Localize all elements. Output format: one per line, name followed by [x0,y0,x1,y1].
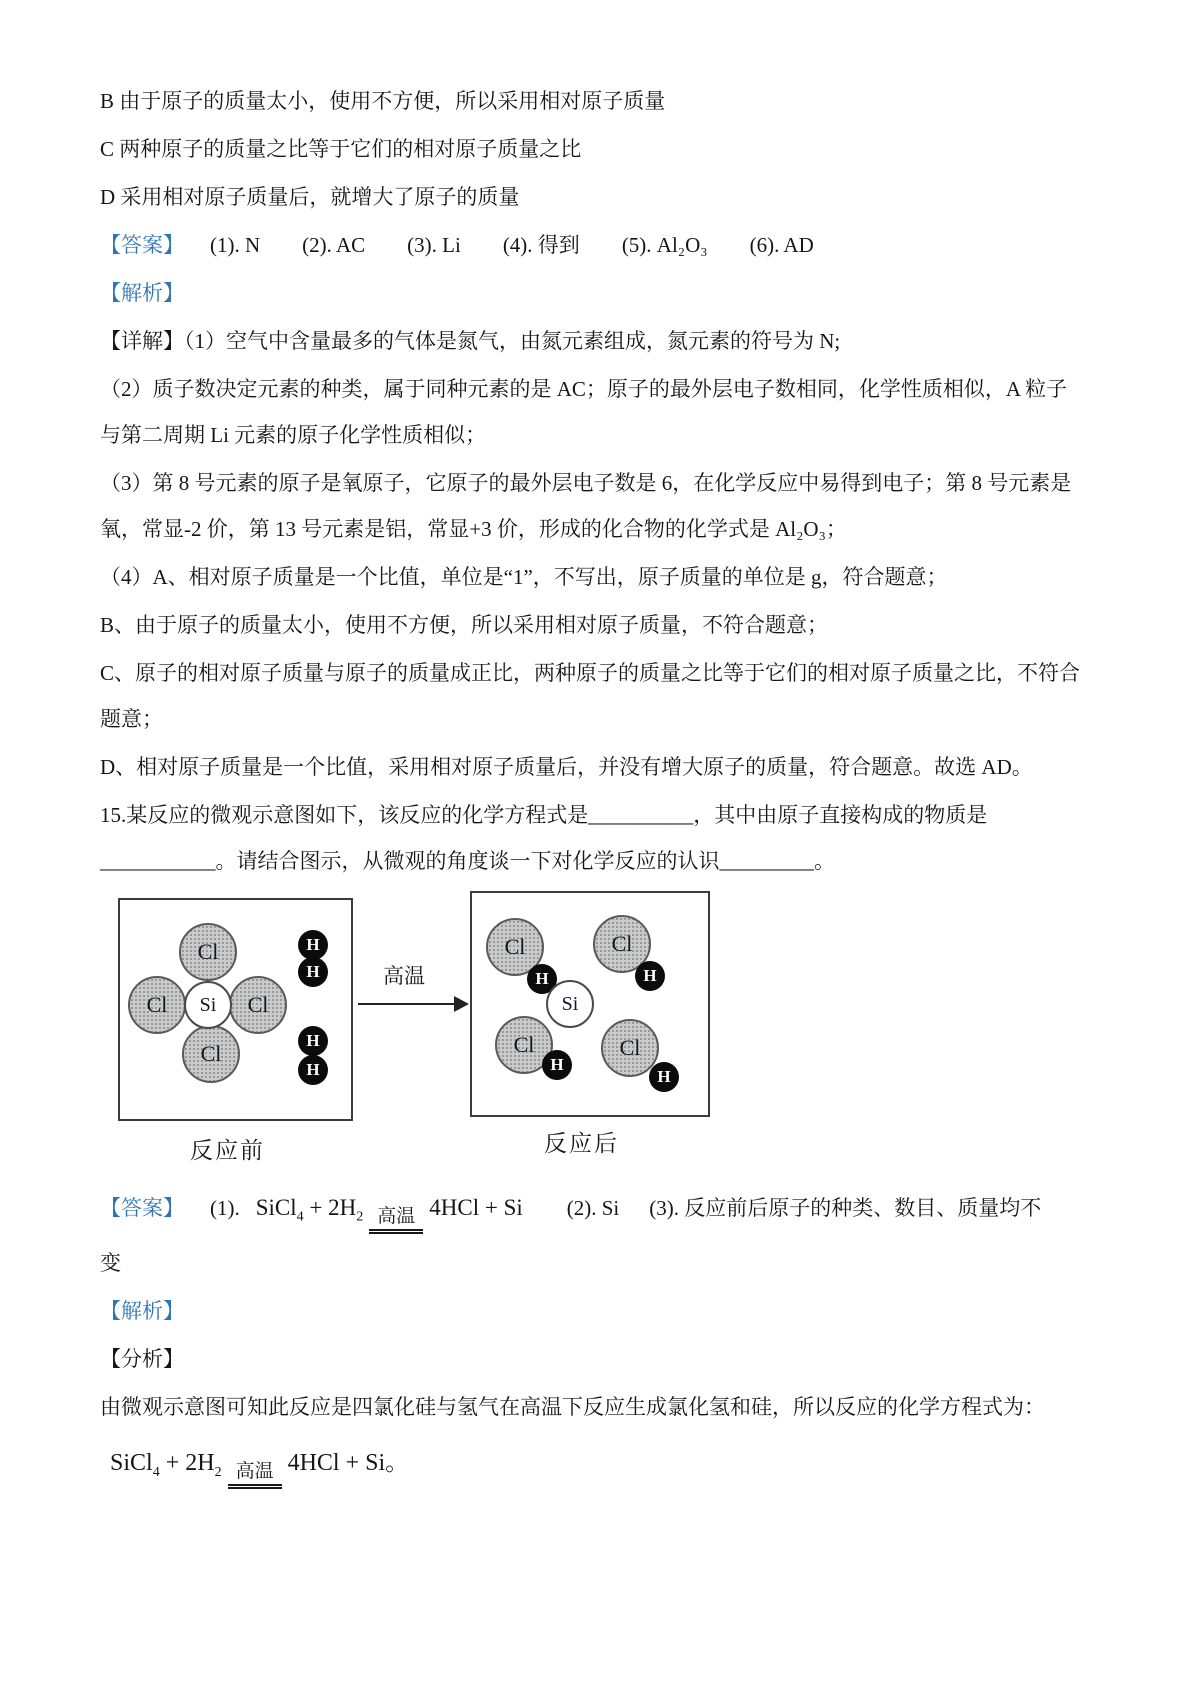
after-label: 反应后 [544,1131,619,1156]
equation-text: SiCl [255,1195,297,1220]
cl-atom: Cl [495,1016,553,1074]
detail-text: C、原子的相对原子质量与原子的质量成正比，两种原子的质量之比等于它们的相对原子质量之比，不符合 [100,661,1081,685]
answer-item: (5). Al₂O₃ [621,233,708,257]
h-atom: H [527,964,557,994]
detail-paragraph-4c [100,650,1108,742]
equation-subscript: 2 [214,1464,222,1480]
h-atom: H [298,1026,328,1056]
cl-atom: Cl [593,915,651,973]
jiexi-label-2: 【解析】 [100,1299,184,1323]
question-text: 15.某反应的微观示意图如下，该反应的化学方程式是__________，其中由原子直接构成的物质是 [100,803,988,827]
final-equation-line [100,1432,1108,1489]
cl-atom: Cl [128,976,186,1034]
equation-period: 。 [385,1450,410,1476]
option-b: B 由于原子的质量太小，使用不方便，所以采用相对原子质量 [100,89,666,113]
detail-paragraph-4a: （4）A、相对原子质量是一个比值，单位是“1”，不写出，原子质量的单位是 g，符合题意； [100,565,948,589]
reaction-arrow [358,1003,458,1005]
equation-subscript: 2 [356,1209,364,1225]
h-atom: H [649,1062,679,1092]
equation-text: + 2H [303,1195,357,1220]
answer-line-2 [100,1178,1108,1240]
answer-item: (4). 得到 [502,233,580,257]
arrow-condition-label: 高温 [383,964,425,988]
equation-subscript: 4 [296,1209,304,1225]
option-d: D 采用相对原子质量后，就增大了原子的质量 [100,185,520,209]
h-atom: H [635,961,665,991]
double-line [369,1229,423,1234]
detail-paragraph-3 [100,460,1108,552]
answer-label: 【答案】 [100,233,184,257]
cl-atom: Cl [601,1019,659,1077]
detail-text: 与第二周期 Li 元素的原子化学性质相似； [100,423,487,447]
question-text: ___________。请结合图示，从微观的角度谈一下对化学反应的认识_________。 [100,849,835,873]
answer-item: (3). Li [407,233,461,257]
condition-text: 高温 [235,1461,274,1482]
equation-subscript: 4 [152,1464,160,1480]
detail-text: 氧，常显-2 价，第 13 号元素是铝，常显+3 价，形成的化合物的化学式是 Al₂O₃； [100,517,847,541]
answer-item: (2). AC [302,233,366,257]
si-atom: Si [184,981,232,1029]
jiexi-label: 【解析】 [100,281,184,305]
reaction-diagram [100,886,1108,1178]
cl-atom: Cl [229,976,287,1034]
answer-line-1 [100,222,1108,268]
equation-condition [369,1207,423,1234]
h-atom: H [298,957,328,987]
reaction-arrow-head [454,996,469,1012]
detail-text: （3）第 8 号元素的原子是氧原子，它原子的最外层电子数是 6，在化学反应中易得到电子；第 8 号元素是 [100,471,1072,495]
answer-item-continuation: 变 [100,1251,121,1275]
detail-paragraph-1: 【详解】（1）空气中含量最多的气体是氮气，由氮元素组成，氮元素的符号为 N; [100,329,841,353]
chemical-equation [110,1450,410,1482]
equation-text: SiCl [110,1450,153,1476]
h-atom: H [298,930,328,960]
equation-text: + 2H [159,1450,215,1476]
cl-atom: Cl [182,1025,240,1083]
detail-paragraph-4d: D、相对原子质量是一个比值，采用相对原子质量后，并没有增大原子的质量，符合题意。故选 AD。 [100,755,1033,779]
double-line [228,1484,282,1489]
cl-atom: Cl [179,923,237,981]
question-15-text [100,792,1108,884]
h-atom: H [542,1050,572,1080]
cl-atom: Cl [486,918,544,976]
condition-text: 高温 [377,1206,416,1227]
answer-item: (2). Si [566,1196,620,1220]
before-label: 反应前 [190,1138,265,1163]
detail-text: 题意； [100,707,163,731]
detail-paragraph-4b: B、由于原子的质量太小，使用不方便，所以采用相对原子质量，不符合题意； [100,613,829,637]
answer-item: (1). N [210,233,261,257]
si-atom: Si [546,980,594,1028]
analysis-text: 由微观示意图可知此反应是四氯化硅与氢气在高温下反应生成氯化氢和硅，所以反应的化学方程式为： [100,1395,1045,1419]
detail-paragraph-2 [100,366,1108,458]
equation-text: 4HCl + Si [287,1450,386,1476]
answer-item-prefix: (1). [210,1196,240,1220]
equation-condition [228,1462,282,1489]
answer-item: (3). 反应前后原子的种类、数目、质量均不 [649,1196,1042,1220]
option-c: C 两种原子的质量之比等于它们的相对原子质量之比 [100,137,582,161]
equation-text: 4HCl + Si [429,1195,523,1220]
h-atom: H [298,1055,328,1085]
answer-label: 【答案】 [100,1196,184,1220]
chemical-equation [255,1195,523,1227]
detail-text: （2）质子数决定元素的种类，属于同种元素的是 AC；原子的最外层电子数相同，化学性质相似，A 粒子 [100,377,1068,401]
answer-item: (6). AD [749,233,814,257]
fenxi-label: 【分析】 [100,1347,184,1371]
